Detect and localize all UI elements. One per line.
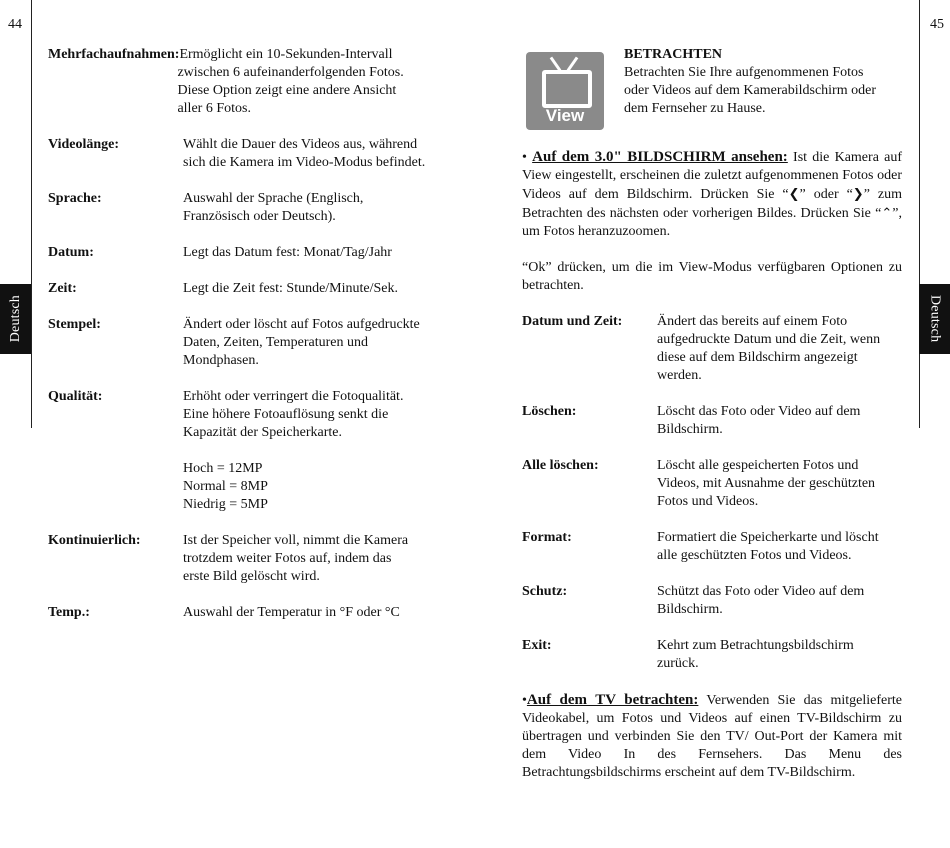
definition-stamp [48, 316, 438, 370]
margin-line-left [31, 0, 32, 428]
quality-option: Hoch = 12MP [183, 461, 263, 476]
description: Ändert oder löscht auf Fotos aufgedruckte Daten, Zeiten, Temperaturen und Mondphasen. [183, 317, 420, 368]
term: Exit: [522, 638, 552, 653]
term: Löschen: [522, 404, 577, 419]
description: Kehrt zum Betrachtungsbildschirm zurück. [657, 638, 854, 671]
description: Löscht alle gespeicherten Fotos und Videos, mit Ausnahme der geschützten Fotos und Videos. [657, 458, 876, 509]
definition-format [522, 529, 902, 565]
term: Kontinuierlich: [48, 533, 141, 548]
term: Sprache: [48, 191, 102, 206]
definition-delete-all [522, 457, 902, 511]
arrow-right-icon: ❯ [852, 186, 864, 201]
quality-option: Niedrig = 5MP [183, 497, 268, 512]
page-number-right: 45 [930, 17, 944, 32]
page-number-left: 44 [8, 17, 22, 32]
description: Formatiert die Speicherkarte und löscht alle geschützten Fotos und Videos. [657, 530, 879, 563]
description: Löscht das Foto oder Video auf dem Bildschirm. [657, 404, 861, 437]
description: Legt das Datum fest: Monat/Tag/Jahr [183, 245, 392, 260]
view-intro: BETRACHTEN Betrachten Sie Ihre aufgenommenen Fotos oder Videos auf dem Kamerabildschirm oder dem Fernseher zu Hause. [624, 46, 902, 130]
margin-line-right [919, 0, 920, 428]
definition-language [48, 190, 438, 226]
language-tab-label: Deutsch [7, 295, 23, 343]
description: Auswahl der Sprache (Englisch, Französisch oder Deutsch). [183, 191, 364, 224]
quality-option: Normal = 8MP [183, 479, 268, 494]
term: Datum und Zeit: [522, 314, 623, 329]
description: Auswahl der Temperatur in °F oder °C [183, 605, 400, 620]
definition-delete [522, 403, 902, 439]
language-tab-label: Deutsch [927, 295, 943, 343]
term: Schutz: [522, 584, 568, 599]
ok-paragraph: “Ok” drücken, um die im View-Modus verfügbaren Optionen zu betrachten. [522, 260, 902, 293]
definition-time [48, 280, 438, 298]
definition-quality [48, 388, 438, 514]
description: Schützt das Foto oder Video auf dem Bildschirm. [657, 584, 865, 617]
view-section-header [522, 46, 902, 130]
term: Temp.: [48, 605, 90, 620]
language-tab-left [0, 284, 31, 354]
description: Legt die Zeit fest: Stunde/Minute/Sek. [183, 281, 399, 296]
definition-exit [522, 637, 902, 673]
description: Erhöht oder verringert die Fotoqualität. Eine höhere Fotoauflösung senkt die Kapazität der Speicherkarte. Hoch = 12MP Normal = 8MP Niedrig = 5MP [183, 388, 438, 514]
right-page-content [522, 46, 902, 782]
definition-multi-shot [48, 46, 438, 118]
view-icon-label: View [545, 106, 585, 125]
arrow-up-icon: ⌃ [881, 205, 893, 220]
term: Datum: [48, 245, 94, 260]
definition-temperature [48, 604, 438, 622]
arrow-left-icon: ❮ [788, 186, 800, 201]
term: Format: [522, 530, 572, 545]
definition-protect [522, 583, 902, 619]
description: Ermöglicht ein 10-Sekunden-Intervall zwischen 6 aufeinanderfolgenden Fotos. Diese Option zeigt eine andere Ansicht aller 6 Fotos. [177, 47, 404, 116]
screen-view-paragraph: • Auf dem 3.0" BILDSCHIRM ansehen: Ist die Kamera auf View eingestellt, erscheinen die zuletzt aufgenommenen Fotos oder Videos auf dem Bildschirm. Drücken Sie “❮” oder “❯” zum Betrachten des nächsten oder vorherigen Bildes. Drücken Sie “⌃”, um Fotos heranzuzoomen. [522, 149, 903, 239]
description: Wählt die Dauer des Videos aus, während sich die Kamera im Video-Modus befindet. [183, 137, 426, 170]
tv-view-paragraph: •Auf dem TV betrachten: Verwenden Sie das mitgelieferte Videokabel, um Fotos und Videos auf einen TV-Bildschirm zu übertragen und verbinden Sie den TV/ Out-Port der Kamera mit dem Video In des Fernsehers. Das Menu des Betrachtungsbildschirms erscheint auf dem TV-Bildschirm. [522, 692, 903, 780]
tv-view-title: Auf dem TV betrachten: [526, 692, 699, 708]
description: Ändert das bereits auf einem Foto aufgedruckte Datum und die Zeit, wenn diese auf dem Bildschirm angezeigt werden. [657, 314, 881, 383]
term: Stempel: [48, 317, 101, 332]
definition-date [48, 244, 438, 262]
term: Videolänge: [48, 137, 120, 152]
tv-view-icon [526, 52, 604, 130]
left-page-content [48, 46, 438, 622]
description: Ist der Speicher voll, nimmt die Kamera trotzdem weiter Fotos auf, indem das erste Bild gelöscht wird. [183, 533, 409, 584]
language-tab-right [919, 284, 950, 354]
term: Alle löschen: [522, 458, 599, 473]
term: Mehrfachaufnahmen: [48, 47, 180, 62]
definition-video-length [48, 136, 438, 172]
term: Qualität: [48, 389, 103, 404]
definition-continuous [48, 532, 438, 586]
screen-view-title: Auf dem 3.0" BILDSCHIRM ansehen: [532, 149, 788, 165]
term: Zeit: [48, 281, 77, 296]
section-heading: BETRACHTEN [624, 47, 723, 62]
definition-date-time [522, 313, 902, 385]
